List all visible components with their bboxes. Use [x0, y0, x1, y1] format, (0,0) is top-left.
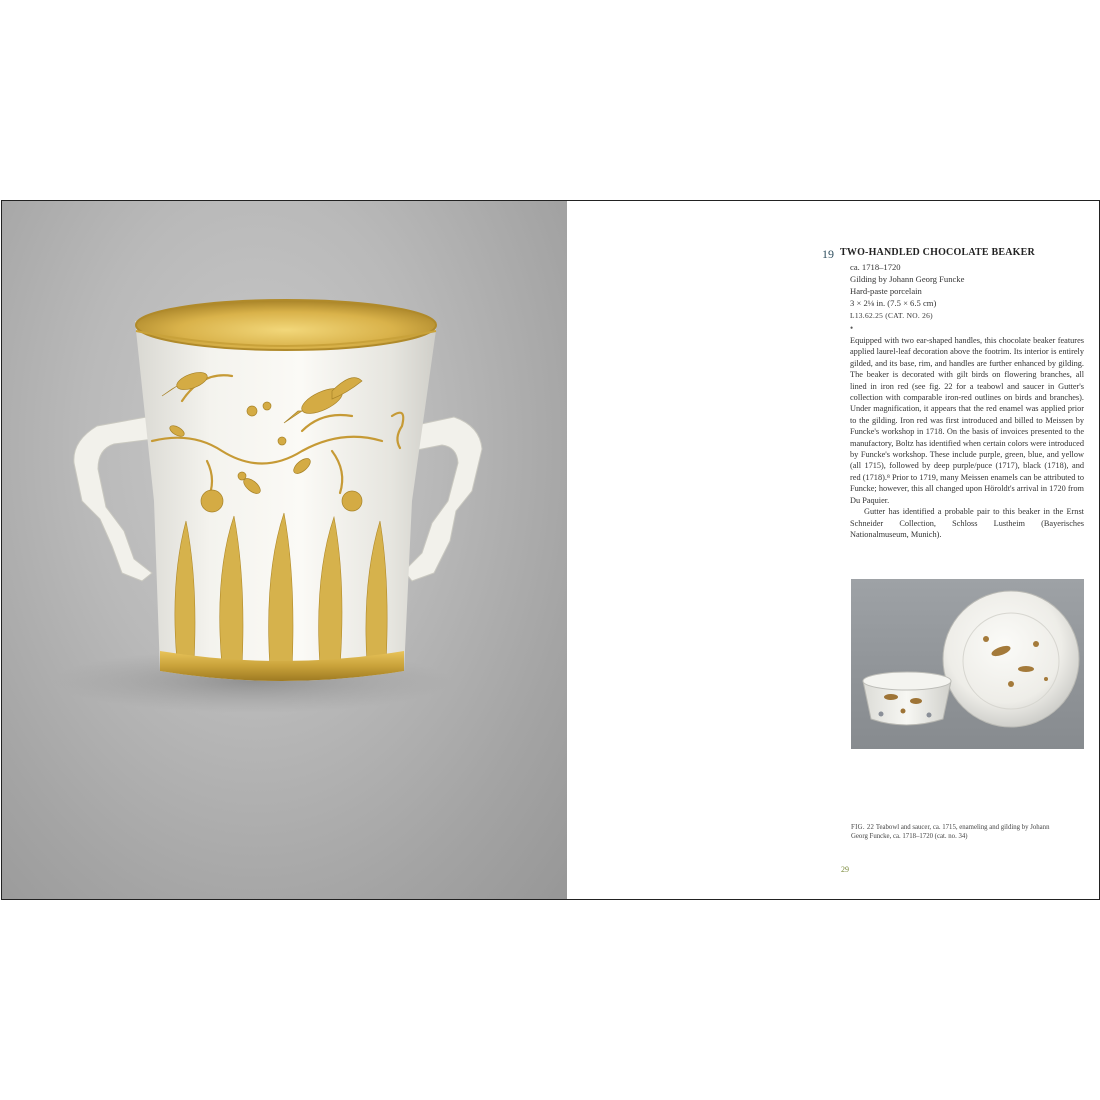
- entry-dimensions: 3 × 2⅛ in. (7.5 × 6.5 cm): [850, 298, 937, 308]
- text-page: [567, 201, 1099, 899]
- body-paragraph-2: Gutter has identified a probable pair to this beaker in the Ernst Schneider Collection, Schloss Lustheim (Bayerisches Nationalmuseum, Munich).: [850, 507, 1084, 539]
- teabowl-saucer-figure: [851, 579, 1084, 749]
- entry-number: 19: [822, 247, 834, 261]
- chocolate-beaker-image: [2, 201, 567, 899]
- beaker-photo-page: [2, 201, 567, 899]
- separator-bullet: •: [850, 323, 854, 333]
- figure-label: FIG. 22: [851, 824, 875, 831]
- entry-date: ca. 1718–1720: [850, 262, 901, 272]
- page-number: 29: [841, 865, 849, 874]
- teabowl-saucer-image: [851, 579, 1084, 749]
- body-paragraph-1: Equipped with two ear-shaped handles, this chocolate beaker features applied laurel-leaf decoration above the footrim. Its interior is entirely gilded, and its base, rim, and handles are further enhanced by gilding. The beaker is decorated with gilt birds on flowering branches, all lined in iron red (see fig. 22 for a teabowl and saucer in Gutter's collection with comparable iron-red outlines on birds and branches). Under magnification, it appears that the red enamel was applied prior to the gilding. Iron red was first introduced and billed to Meissen by Funcke's workshop in 1718. On the basis of invoices presented to the manufactory, Boltz has identified when certain colors were introduced by Funcke's workshop. These include purple, green, blue, and yellow (all 1715), followed by deep purple/puce (1717), black (1718), and red (1718).⁸ Prior to 1719, many Meissen enamels can be attributed to Funcke; however, this all changed upon Höroldt's arrival in 1720 from Du Paquier.: [850, 336, 1084, 505]
- entry-material: Hard-paste porcelain: [850, 286, 922, 296]
- entry-accession: L13.62.25 (CAT. NO. 26): [850, 311, 933, 320]
- book-spread: [1, 200, 1100, 900]
- entry-gilding: Gilding by Johann Georg Funcke: [850, 274, 965, 284]
- entry-body: [850, 335, 1084, 540]
- figure-caption-text: Teabowl and saucer, ca. 1715, enameling and gilding by Johann Georg Funcke, ca. 1718–1720 (cat. no. 34): [851, 824, 1050, 841]
- figure-caption: [851, 823, 1061, 842]
- entry-title: TWO-HANDLED CHOCOLATE BEAKER: [840, 247, 1035, 258]
